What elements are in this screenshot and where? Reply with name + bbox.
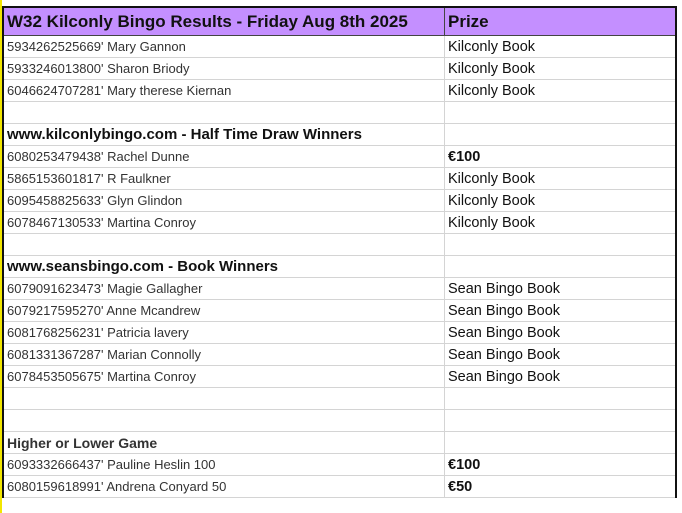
table-row (4, 36, 675, 58)
entry-cell[interactable]: 6078467130533' Martina Conroy (4, 212, 445, 233)
prize-cell[interactable]: Kilconly Book (448, 170, 536, 187)
entry-cell[interactable]: 6080253479438' Rachel Dunne (4, 146, 445, 167)
higher-lower-section-title[interactable]: Higher or Lower Game (4, 432, 445, 453)
entry-cell[interactable]: 6095458825633' Glyn Glindon (4, 190, 445, 211)
entry-cell[interactable]: 6079091623473' Magie Gallagher (4, 278, 445, 299)
entry-cell[interactable]: 6079217595270' Anne Mcandrew (4, 300, 445, 321)
empty-cell[interactable] (445, 410, 675, 431)
table-row (4, 344, 675, 366)
entry-cell[interactable]: 6093332666437' Pauline Heslin 100 (4, 454, 445, 475)
section-title-row (4, 432, 675, 454)
table-row (4, 190, 675, 212)
table-row (4, 80, 675, 102)
table-row (4, 366, 675, 388)
entry-cell[interactable]: 5934262525669' Mary Gannon (4, 36, 445, 57)
entry-cell[interactable]: 6081768256231' Patricia lavery (4, 322, 445, 343)
empty-cell[interactable] (445, 256, 675, 277)
prize-cell[interactable]: Kilconly Book (448, 192, 536, 209)
prize-cell[interactable]: €100 (448, 456, 481, 473)
empty-cell[interactable] (4, 410, 445, 431)
prize-cell[interactable]: Kilconly Book (448, 60, 536, 77)
prize-cell[interactable]: Sean Bingo Book (448, 324, 561, 341)
table-row (4, 476, 675, 498)
entry-cell[interactable]: 5865153601817' R Faulkner (4, 168, 445, 189)
table-row (4, 168, 675, 190)
table-row (4, 300, 675, 322)
results-sheet (2, 6, 677, 498)
table-row (4, 454, 675, 476)
half-time-section-title[interactable]: www.kilconlybingo.com - Half Time Draw Winners (4, 124, 445, 145)
prize-cell[interactable]: Sean Bingo Book (448, 302, 561, 319)
prize-cell[interactable]: Kilconly Book (448, 82, 536, 99)
table-row (4, 212, 675, 234)
table-row (4, 322, 675, 344)
section-title-row (4, 256, 675, 278)
table-row (4, 278, 675, 300)
prize-cell[interactable]: Kilconly Book (448, 214, 536, 231)
entry-cell[interactable]: 6081331367287' Marian Connolly (4, 344, 445, 365)
header-row (4, 8, 675, 36)
prize-cell[interactable]: Sean Bingo Book (448, 368, 561, 385)
empty-cell[interactable] (4, 388, 445, 409)
empty-cell[interactable] (445, 432, 675, 453)
empty-cell[interactable] (445, 124, 675, 145)
sheet-title[interactable]: W32 Kilconly Bingo Results - Friday Aug 8th 2025 (4, 8, 445, 35)
empty-row (4, 102, 675, 124)
entry-cell[interactable]: 6046624707281' Mary therese Kiernan (4, 80, 445, 101)
empty-cell[interactable] (445, 102, 675, 123)
empty-cell[interactable] (445, 388, 675, 409)
empty-cell[interactable] (4, 234, 445, 255)
prize-cell[interactable]: Kilconly Book (448, 38, 536, 55)
empty-row (4, 234, 675, 256)
empty-cell[interactable] (4, 102, 445, 123)
table-row (4, 146, 675, 168)
section-title-row (4, 124, 675, 146)
entry-cell[interactable]: 5933246013800' Sharon Briody (4, 58, 445, 79)
table-row (4, 58, 675, 80)
prize-cell[interactable]: €100 (448, 148, 481, 165)
prize-cell[interactable]: Sean Bingo Book (448, 346, 561, 363)
prize-cell[interactable]: Sean Bingo Book (448, 280, 561, 297)
empty-row (4, 410, 675, 432)
empty-row (4, 388, 675, 410)
seans-section-title[interactable]: www.seansbingo.com - Book Winners (4, 256, 445, 277)
entry-cell[interactable]: 6080159618991' Andrena Conyard 50 (4, 476, 445, 497)
empty-cell[interactable] (445, 234, 675, 255)
prize-column-header[interactable]: Prize (448, 11, 489, 31)
prize-cell[interactable]: €50 (448, 478, 473, 495)
entry-cell[interactable]: 6078453505675' Martina Conroy (4, 366, 445, 387)
